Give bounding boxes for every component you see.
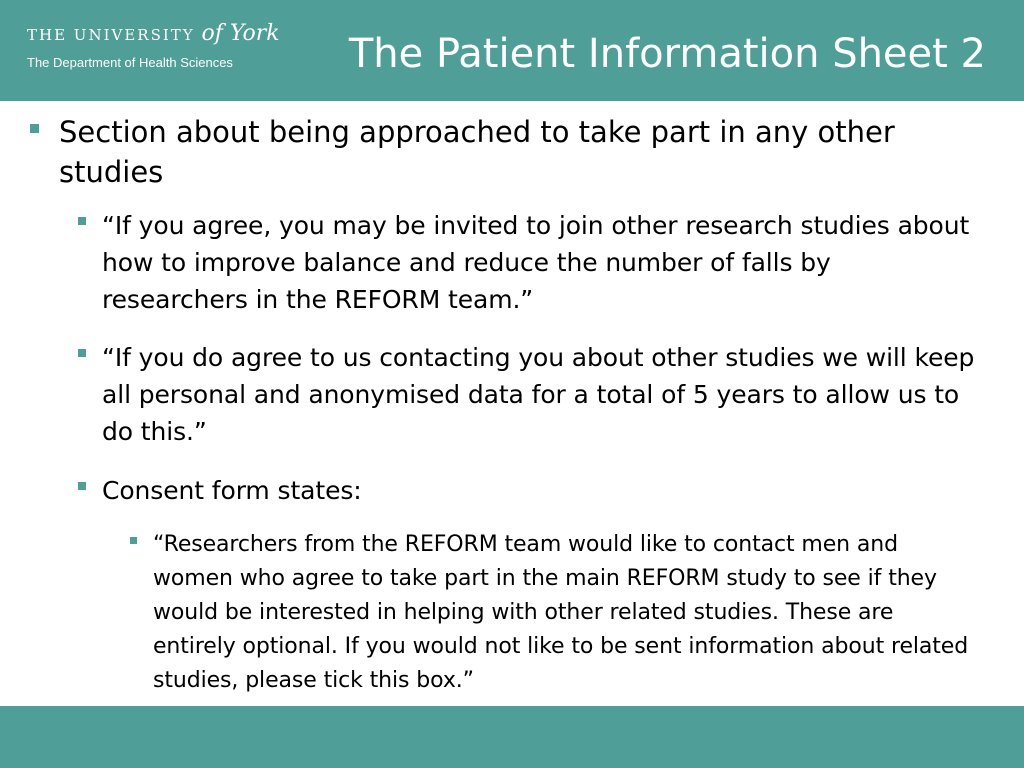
logo-department-text: The Department of Health Sciences — [27, 55, 233, 70]
bullet-level3 — [130, 528, 980, 698]
bullet-level1 — [30, 112, 960, 192]
square-bullet-icon — [78, 217, 86, 225]
bullet-text: “If you agree, you may be invited to join other research studies about how to improve balance and reduce the number of falls by researchers in the REFORM team.” — [102, 211, 970, 314]
bullet-level2 — [78, 207, 978, 318]
bullet-text: “Researchers from the REFORM team would like to contact men and women who agree to take part in the main REFORM study to see if they would be interested in helping with other related studies. These are entirely optional. If you would not like to be sent information about related studies, please tick this box.” — [153, 532, 969, 693]
logo-of-york-text: of York — [201, 21, 280, 46]
square-bullet-icon — [78, 349, 86, 357]
square-bullet-icon — [130, 537, 137, 544]
page-title: The Patient Information Sheet 2 — [348, 31, 986, 77]
footer-bar — [0, 706, 1024, 768]
bullet-text: Section about being approached to take part in any other studies — [59, 115, 895, 189]
bullet-text: Consent form states: — [102, 476, 362, 505]
bullet-text: “If you do agree to us contacting you about other studies we will keep all personal and anonymised data for a total of 5 years to allow us to do this.” — [102, 343, 975, 446]
header-bar — [0, 0, 1024, 101]
logo-university-name — [27, 22, 280, 47]
university-logo — [27, 22, 280, 70]
square-bullet-icon — [30, 124, 39, 133]
bullet-level2 — [78, 339, 978, 450]
logo-university-text: THE UNIVERSITY — [27, 26, 195, 44]
bullet-level2 — [78, 472, 978, 509]
square-bullet-icon — [78, 482, 86, 490]
